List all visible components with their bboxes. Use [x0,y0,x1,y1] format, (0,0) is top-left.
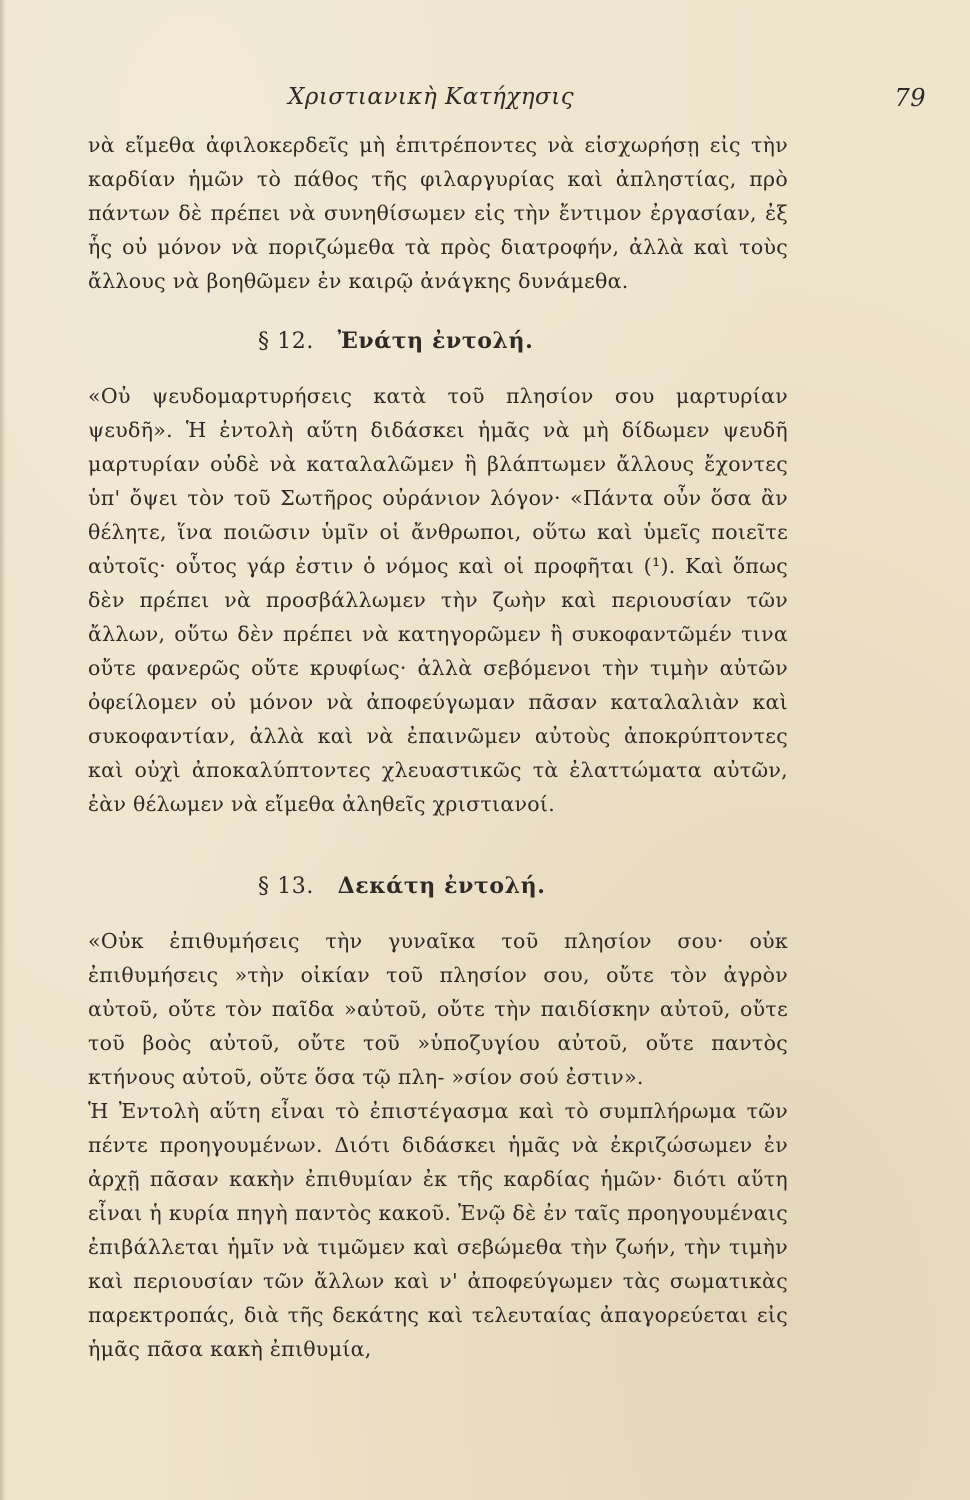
body-text [88,128,796,1366]
spacer [88,821,796,843]
section-heading-12 [88,324,796,359]
section-title: Ἐνάτη ἐντολή. [337,328,534,354]
paragraph-ninth-commandment: «Οὐ ψευδομαρτυρήσεις κατὰ τοῦ πλησίον σου μαρτυρίαν ψευδῆ». Ἡ ἐντολὴ αὕτη διδάσκει ἡμᾶς νὰ μὴ δίδωμεν ψευδῆ μαρτυρίαν οὐδὲ νὰ καταλαλῶμεν ἢ βλάπτωμεν ἄλλους ἔχοντες ὑπ' ὄψει τὸν τοῦ Σωτῆρος οὐράνιον λόγον· «Πάντα οὖν ὅσα ἂν θέλητε, ἵνα ποιῶσιν ὑμῖν οἱ ἄνθρωποι, οὕτω καὶ ὑμεῖς ποιεῖτε αὐτοῖς· οὗτος γάρ ἐστιν ὁ νόμος καὶ οἱ προφῆται (¹). Καὶ ὅπως δὲν πρέπει νὰ προσβάλλωμεν τὴν ζωὴν καὶ περιουσίαν τῶν ἄλλων, οὕτω δὲν πρέπει νὰ κατηγορῶμεν ἢ συκοφαντῶμέν τινα οὔτε φανερῶς οὔτε κρυφίως· ἀλλὰ σεβόμενοι τὴν τιμὴν αὐτῶν ὀφείλομεν οὐ μόνον νὰ ἀποφεύγωμαν πᾶσαν καταλαλιὰν καὶ συκοφαντίαν, ἀλλὰ καὶ νὰ ἐπαινῶμεν αὐτοὺς ἀποκρύπτοντες καὶ οὐχὶ ἀποκαλύπτοντες χλευαστικῶς τὰ ἐλαττώματα αὐτῶν, ἐὰν θέλωμεν νὰ εἴμεθα ἀληθεῖς χριστιανοί. [88,384,788,816]
paragraph-tenth-commandment-explanation: Ἡ Ἐντολὴ αὕτη εἶναι τὸ ἐπιστέγασμα καὶ τὸ συμπλήρωμα τῶν πέντε προηγουμένων. Διότι διδάσκει ἡμᾶς νὰ ἐκριζώσωμεν ἐν ἀρχῇ πᾶσαν κακὴν ἐπιθυμίαν ἐκ τῆς καρδίας ἡμῶν· διότι αὕτη εἶναι ἡ κυρία πηγὴ παντὸς κακοῦ. Ἐνῷ δὲ ἐν ταῖς προηγουμέναις ἐπιβάλλεται ἡμῖν νὰ τιμῶμεν καὶ σεβώμεθα τὴν ζωήν, τὴν τιμὴν καὶ περιουσίαν τῶν ἄλλων καὶ ν' ἀποφεύγωμεν τὰς σωματικὰς παρεκτροπάς, διὰ τῆς δεκάτης καὶ τελευταίας ἀπαγορεύεται εἰς ἡμᾶς πᾶσα κακὴ ἐπιθυμία, [88,1099,788,1361]
section-number: § 13. [258,874,314,899]
paragraph-intro: νὰ εἴμεθα ἀφιλοκερδεῖς μὴ ἐπιτρέποντες νὰ εἰσχωρήσῃ εἰς τὴν καρδίαν ἡμῶν τὸ πάθος τῆς φιλαργυρίας καὶ ἀπληστίας, πρὸ πάντων δὲ πρέπει νὰ συνηθίσωμεν εἰς τὴν ἔντιμον ἐργασίαν, ἐξ ἧς οὐ μόνον νὰ ποριζώμεθα τὰ πρὸς διατροφήν, ἀλλὰ καὶ τοὺς ἄλλους νὰ βοηθῶμεν ἐν καιρῷ ἀνάγκης δυνάμεθα. [88,133,788,293]
section-heading-13 [88,869,796,904]
page-header [88,84,926,128]
section-title: Δεκάτη ἐντολή. [337,873,546,899]
running-head: Χριστιανικὴ Κατήχησις [288,84,575,110]
page-number: 79 [894,84,926,112]
page-edge-shadow [0,0,6,1500]
paragraph-tenth-commandment-quote: «Οὐκ ἐπιθυμήσεις τὴν γυναῖκα τοῦ πλησίον σου· οὐκ ἐπιθυμήσεις »τὴν οἰκίαν τοῦ πλησίον σου, οὔτε τὸν ἀγρὸν αὐτοῦ, οὔτε τὸν παῖδα »αὐτοῦ, οὔτε τὴν παιδίσκην αὐτοῦ, οὔτε τοῦ βοὸς αὐτοῦ, οὔτε τοῦ »ὑποζυγίου αὐτοῦ, οὔτε παντὸς κτήνους αὐτοῦ, οὔτε ὅσα τῷ πλη- »σίον σού ἐστιν». [88,929,788,1089]
section-number: § 12. [258,329,314,354]
